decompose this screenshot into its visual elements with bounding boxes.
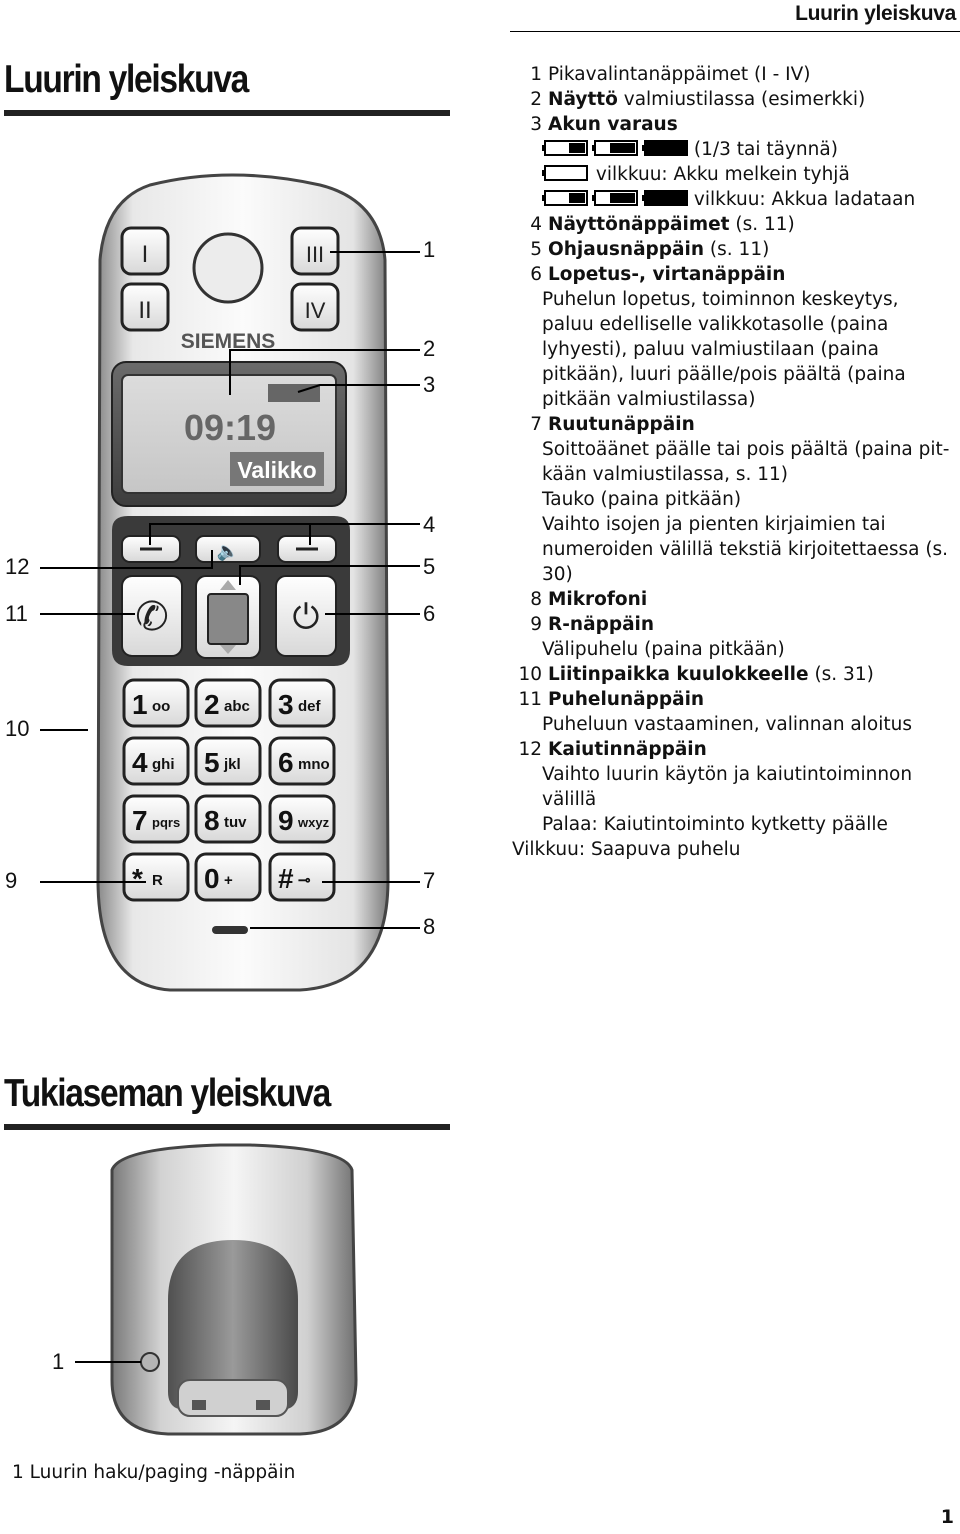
brand-logo: SIEMENS bbox=[180, 330, 276, 353]
callout-3: 3 bbox=[423, 372, 436, 397]
keypad-digit: 4 bbox=[132, 747, 148, 778]
keypad-digit: 8 bbox=[204, 805, 220, 836]
callout-6: 6 bbox=[423, 601, 436, 626]
keypad-letters: tuv bbox=[224, 814, 247, 831]
speed-key-label: IV bbox=[304, 298, 326, 323]
callout-5: 5 bbox=[423, 554, 436, 579]
keypad-letters: mno bbox=[298, 756, 330, 773]
keypad-letters: pqrs bbox=[152, 815, 181, 830]
keypad-digit: 0 bbox=[204, 863, 220, 894]
page-number: 1 bbox=[940, 1506, 954, 1528]
display-softkey-label: Valikko bbox=[237, 457, 317, 483]
base-section-title: Tukiaseman yleiskuva bbox=[4, 1072, 330, 1115]
keypad-letters: ⊸ bbox=[298, 872, 311, 889]
speaker-icon: 🔈 bbox=[216, 541, 240, 562]
battery-charging-icons bbox=[542, 189, 688, 207]
keypad-letters: jkl bbox=[224, 756, 241, 773]
legend-desc: Välipuhelu (paina pitkään) bbox=[542, 639, 785, 660]
section-bar bbox=[4, 1124, 450, 1130]
speed-key-label: III bbox=[305, 242, 325, 267]
legend-desc: Soittoäänet päälle tai pois päältä (paina pit-kään valmiustilassa, s. 11) bbox=[542, 439, 950, 485]
callout-11: 11 bbox=[5, 601, 28, 626]
legend-item: 12 Kaiutinnäppäin bbox=[518, 739, 707, 760]
keypad-letters: R bbox=[152, 872, 163, 889]
keypad-digit: 5 bbox=[204, 747, 220, 778]
keypad-digit: 9 bbox=[278, 805, 294, 836]
legend-desc: Puheluun vastaaminen, valinnan aloitus bbox=[542, 714, 912, 735]
base-callout-1: 1 bbox=[52, 1349, 65, 1374]
legend-item: 4 Näyttönäppäimet (s. 11) bbox=[530, 214, 795, 235]
battery-icons bbox=[542, 139, 688, 157]
battery-line-empty: vilkkuu: Akku melkein tyhjä bbox=[512, 162, 952, 187]
speed-key-label: II bbox=[138, 297, 152, 324]
handset-icon: ✆ bbox=[135, 594, 169, 640]
running-header: Luurin yleiskuva bbox=[795, 2, 956, 25]
keypad-letters: wxyz bbox=[298, 815, 330, 830]
legend-item: 1 Pikavalintanäppäimet (I - IV) bbox=[530, 64, 811, 85]
paging-button[interactable] bbox=[141, 1353, 159, 1371]
legend-item: 7 Ruutunäppäin bbox=[530, 414, 695, 435]
legend-item: 6 Lopetus-, virtanäppäin bbox=[530, 264, 786, 285]
legend-item: 11 Puhelunäppäin bbox=[518, 689, 705, 710]
legend-item: 5 Ohjausnäppäin (s. 11) bbox=[530, 239, 770, 260]
handset-section-title: Luurin yleiskuva bbox=[4, 58, 249, 101]
legend-item: 9 R-näppäin bbox=[530, 614, 655, 635]
keypad-letters: def bbox=[298, 698, 321, 715]
battery-empty-icon bbox=[542, 164, 590, 182]
display-time: 09:19 bbox=[183, 407, 277, 448]
callout-2: 2 bbox=[423, 336, 436, 361]
legend-item: 2 Näyttö valmiustilassa (esimerkki) bbox=[530, 89, 866, 110]
base-legend: 1 Luurin haku/paging -näppäin bbox=[12, 1462, 296, 1483]
handset-legend bbox=[512, 62, 952, 862]
callout-10: 10 bbox=[5, 716, 30, 741]
keypad-letters: oo bbox=[152, 698, 171, 715]
legend-tail: Vilkkuu: Saapuva puhelu bbox=[512, 839, 741, 860]
power-icon: ⏻ bbox=[292, 597, 320, 637]
callout-7: 7 bbox=[423, 868, 436, 893]
keypad-digit: 7 bbox=[132, 805, 148, 836]
legend-desc: Puhelun lopetus, toiminnon keskeytys, paluu edelliselle valikkotasolle (paina lyhyesti), paluu valmiustilaan (paina pitkään), luuri päälle/pois päältä (paina pitkään valmiustilassa) bbox=[542, 289, 906, 410]
callout-4: 4 bbox=[423, 512, 436, 537]
legend-item: 8 Mikrofoni bbox=[530, 589, 648, 610]
microphone bbox=[212, 926, 248, 934]
legend-item: 10 Liitinpaikka kuulokkeelle (s. 31) bbox=[518, 664, 874, 685]
battery-line-charging: vilkkuu: Akkua ladataan bbox=[512, 187, 952, 212]
legend-item: 3 Akun varaus bbox=[530, 114, 678, 135]
keypad-letters: abc bbox=[224, 698, 250, 715]
legend-desc: Vaihto isojen ja pienten kirjaimien tai numeroiden välillä tekstiä kirjoitettaessa (s. 30) bbox=[542, 514, 949, 585]
legend-desc: Tauko (paina pitkään) bbox=[542, 489, 742, 510]
legend-desc: Palaa: Kaiutintoiminto kytketty päälle bbox=[542, 814, 888, 835]
keypad-digit: 6 bbox=[278, 747, 294, 778]
keypad-letters: + bbox=[224, 872, 233, 889]
callout-8: 8 bbox=[423, 914, 436, 939]
callout-1: 1 bbox=[423, 237, 436, 262]
callout-12: 12 bbox=[5, 554, 30, 579]
keypad-digit: # bbox=[278, 863, 294, 894]
keypad-digit: 1 bbox=[132, 689, 148, 720]
keypad-digit: 2 bbox=[204, 689, 220, 720]
legend-desc: Vaihto luurin käytön ja kaiutintoiminnon välillä bbox=[542, 764, 913, 810]
keypad-digit: 3 bbox=[278, 689, 294, 720]
battery-line-levels: (1/3 tai täynnä) bbox=[512, 137, 952, 162]
keypad-letters: ghi bbox=[152, 756, 175, 773]
earpiece bbox=[194, 234, 262, 302]
speed-key-label: I bbox=[141, 241, 149, 268]
callout-9: 9 bbox=[5, 868, 18, 893]
keypad-digit: * bbox=[132, 863, 143, 894]
